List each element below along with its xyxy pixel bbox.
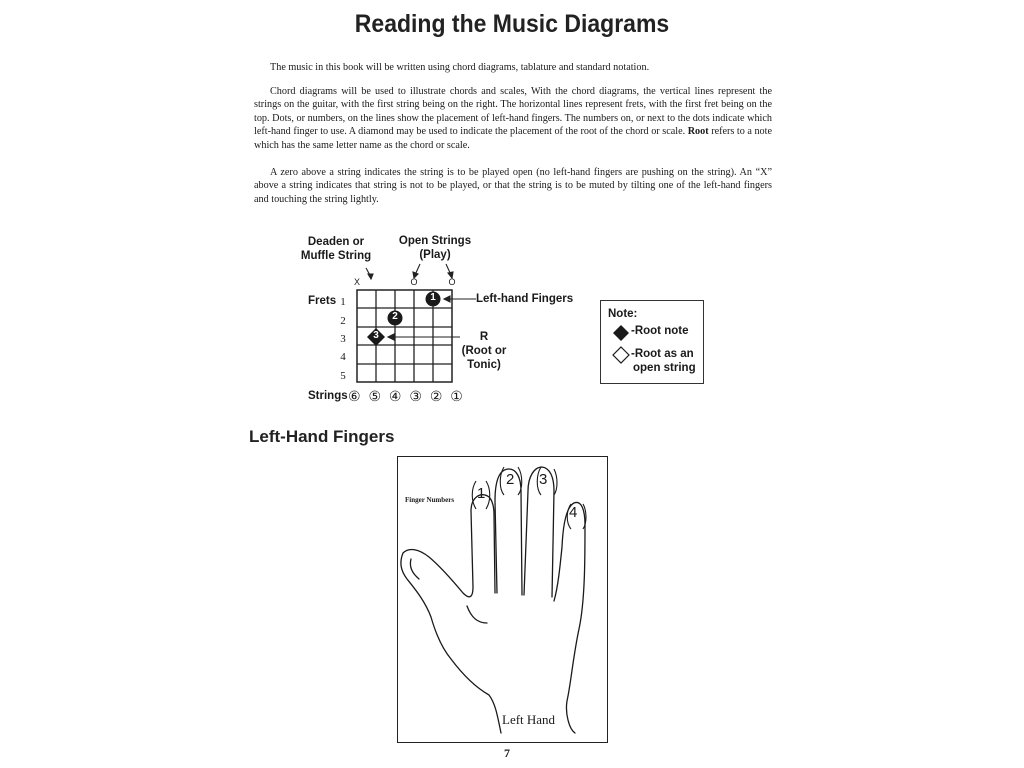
deaden-line: Deaden or — [307, 236, 365, 248]
open-muted-paragraph: A zero above a string indicates the string is to be played open (no left-hand fingers are pushing on the string). An “X” above a string indicates that string is not to be played, or that the string is to be muted by tilting one of the left-hand fingers and touching the string lightly. — [254, 167, 772, 205]
finger-label-little: 4 — [569, 504, 578, 521]
hand-figure — [397, 456, 608, 743]
finger-numbers-label: Finger Numbers — [405, 496, 455, 504]
finger-label-index: 1 — [477, 485, 486, 502]
legend-line: open string — [633, 362, 696, 374]
root-line: Tonic) — [467, 359, 501, 371]
string-number: ① — [450, 388, 465, 404]
string-number: ⑥ — [348, 388, 363, 404]
deaden-string-label — [300, 235, 372, 263]
root-line: (Root or — [461, 345, 507, 357]
fret-number: 1 — [340, 296, 346, 308]
legend-line: -Root as an — [631, 348, 694, 360]
fret-number: 4 — [340, 351, 346, 363]
string-numbers — [348, 388, 465, 405]
fret-number: 3 — [340, 333, 346, 345]
fret-number: 5 — [340, 370, 346, 382]
section-heading: Left-Hand Fingers — [249, 427, 395, 446]
left-hand-fingers-label: Left-hand Fingers — [476, 293, 574, 305]
page-title: Reading the Music Diagrams — [354, 10, 670, 38]
open-line: (Play) — [419, 249, 451, 261]
paragraph-text: Chord diagrams will be used to illustrate chords and scales, With the chord diagrams, the vertical lines represent the strings on the guitar, with the first string being on the right. The horizontal lines represent frets, with the first fret being on the top. Dots, or numbers, on the lines show the placement of left-hand fingers. The numbers on, or next to the dots indicate which left-hand finger to use. A diamond may be used to indicate the placement of the root of the chord or scale. — [254, 86, 772, 138]
fret-number: 2 — [340, 315, 346, 327]
finger-label-ring: 3 — [539, 471, 548, 488]
finger-label-middle: 2 — [506, 471, 515, 488]
root-pointer — [388, 334, 460, 340]
filled-diamond-icon — [612, 324, 632, 344]
string-number: ③ — [409, 388, 424, 404]
open-strings-label — [395, 234, 475, 262]
hollow-diamond-icon — [612, 346, 632, 366]
note-box — [600, 300, 704, 384]
string-number: ⑤ — [368, 388, 384, 404]
root-open-legend — [631, 347, 696, 375]
string-number: ② — [429, 388, 445, 404]
finger-dot-label: 1 — [430, 292, 436, 303]
strings-label: Strings — [308, 390, 348, 402]
open-line: Open Strings — [398, 235, 472, 247]
root-term: Root — [687, 126, 709, 138]
page-number: 7 — [504, 746, 510, 760]
hand-caption: Left Hand — [502, 712, 556, 727]
root-note-legend: -Root note — [631, 325, 689, 337]
paragraph-text: refers to a note which has the same letter name as the chord or scale. — [254, 126, 773, 151]
root-label — [454, 330, 514, 372]
root-dot-label: 3 — [373, 330, 379, 341]
string-number: ④ — [388, 388, 404, 404]
intro-paragraph: The music in this book will be written using chord diagrams, tablature and standard notation. — [270, 62, 650, 73]
open-marker: O — [448, 277, 456, 287]
note-heading: Note: — [608, 308, 638, 320]
frets-label: Frets — [308, 295, 337, 307]
open-marker: O — [410, 277, 418, 287]
finger-dot-label: 2 — [392, 311, 398, 322]
chord-diagram-paragraph — [254, 85, 772, 152]
mute-marker: X — [353, 277, 360, 287]
finger-pointer — [444, 296, 476, 302]
deaden-line: Muffle String — [300, 250, 372, 262]
root-line: R — [479, 331, 489, 343]
